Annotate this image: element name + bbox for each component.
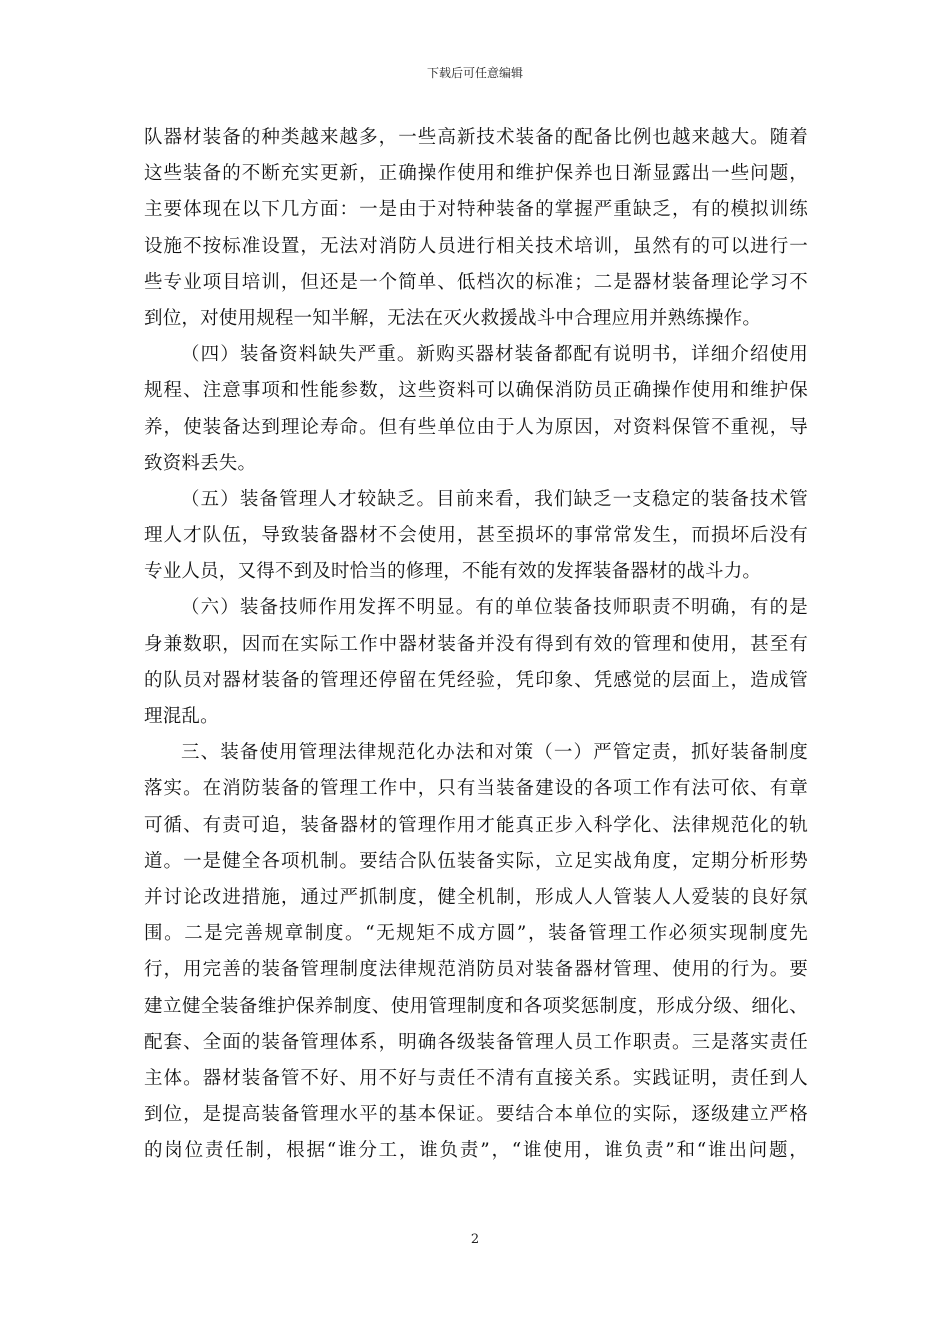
text-line: 些专业项目培训，但还是一个简单、低档次的标准；二是器材装备理论学习不 (144, 271, 808, 293)
text-line: （五）装备管理人才较缺乏。目前来看，我们缺乏一支稳定的装备技术管 (181, 488, 808, 510)
text-line: 主体。器材装备管不好、用不好与责任不清有直接关系。实践证明，责任到人 (144, 1067, 808, 1089)
text-line: 的岗位责任制，根据“谁分工，谁负责”，“谁使用，谁负责”和“谁出问题， (144, 1140, 808, 1162)
text-line: 落实。在消防装备的管理工作中，只有当装备建设的各项工作有法可依、有章 (144, 778, 808, 800)
text-line: 设施不按标准设置，无法对消防人员进行相关技术培训，虽然有的可以进行一 (144, 235, 808, 257)
paragraph-talent-shortage (144, 482, 808, 591)
text-line: 主要体现在以下几方面：一是由于对特种装备的掌握严重缺乏，有的模拟训练 (144, 199, 808, 221)
page-header: 下载后可任意编辑 (426, 66, 523, 80)
text-line: 三、装备使用管理法律规范化办法和对策（一）严管定责，抓好装备制度 (181, 742, 808, 764)
text-line: （六）装备技师作用发挥不明显。有的单位装备技师职责不明确，有的是 (181, 597, 808, 619)
paragraph-equipment-problems (144, 120, 808, 337)
text-line: 行，用完善的装备管理制度法律规范消防员对装备器材管理、使用的行为。要 (144, 959, 808, 981)
text-line: 到位，是提高装备管理水平的基本保证。要结合本单位的实际，逐级建立严格 (144, 1104, 808, 1126)
text-line: 配套、全面的装备管理体系，明确各级装备管理人员工作职责。三是落实责任 (144, 1031, 808, 1053)
text-line: 并讨论改进措施，通过严抓制度，健全机制，形成人人管装人人爱装的良好氛 (144, 886, 808, 908)
text-line: （四）装备资料缺失严重。新购买器材装备都配有说明书，详细介绍使用 (181, 344, 808, 366)
paragraph-countermeasures (144, 735, 808, 1169)
paragraph-technician-role (144, 590, 808, 735)
text-line: 理混乱。 (144, 706, 219, 727)
text-line: 围。二是完善规章制度。“无规矩不成方圆”，装备管理工作必须实现制度先 (144, 923, 808, 945)
document-body (144, 120, 808, 1169)
text-line: 致资料丢失。 (144, 452, 257, 474)
text-line: 到位，对使用规程一知半解，无法在灭火救援战斗中合理应用并熟练操作。 (144, 307, 762, 329)
text-line: 这些装备的不断充实更新，正确操作使用和维护保养也日渐显露出一些问题， (144, 163, 808, 185)
text-line: 专业人员，又得不到及时恰当的修理，不能有效的发挥装备器材的战斗力。 (144, 561, 762, 583)
text-line: 道。一是健全各项机制。要结合队伍装备实际，立足实战角度，定期分析形势 (144, 850, 808, 872)
text-line: 队器材装备的种类越来越多，一些高新技术装备的配备比例也越来越大。随着 (144, 127, 808, 148)
text-line: 理人才队伍，导致装备器材不会使用，甚至损坏的事常常发生，而损坏后没有 (144, 525, 808, 547)
text-line: 养，使装备达到理论寿命。但有些单位由于人为原因，对资料保管不重视，导 (144, 416, 808, 438)
page-number: 2 (470, 1232, 480, 1247)
text-line: 身兼数职，因而在实际工作中器材装备并没有得到有效的管理和使用，甚至有 (144, 633, 808, 655)
text-line: 可循、有责可追，装备器材的管理作用才能真正步入科学化、法律规范化的轨 (144, 814, 808, 836)
text-line: 的队员对器材装备的管理还停留在凭经验，凭印象、凭感觉的层面上，造成管 (144, 669, 808, 691)
text-line: 规程、注意事项和性能参数，这些资料可以确保消防员正确操作使用和维护保 (144, 380, 808, 402)
paragraph-missing-documents (144, 337, 808, 482)
text-line: 建立健全装备维护保养制度、使用管理制度和各项奖惩制度，形成分级、细化、 (144, 995, 808, 1017)
